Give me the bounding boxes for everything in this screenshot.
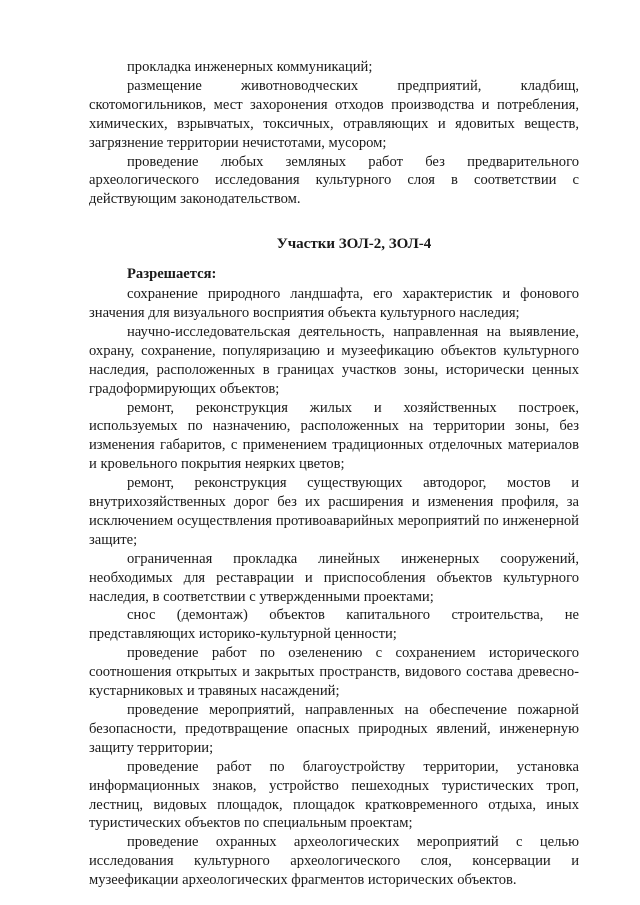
- allowed-paragraph: снос (демонтаж) объектов капитального строительства, не представляющих историко-культурной ценности;: [89, 607, 579, 643]
- intro-paragraph: прокладка инженерных коммуникаций;: [127, 59, 373, 75]
- allowed-paragraph: проведение работ по благоустройству территории, установка информационных знаков, устройство пешеходных туристических троп, лестниц, видовых площадок, площадок кратковременного отдыха, иных туристических объектов по специальным проектам;: [89, 758, 579, 832]
- allowed-paragraph: ограниченная прокладка линейных инженерных сооружений, необходимых для реставрации и приспособления объектов культурного наследия, в соответствии с утвержденными проектами;: [89, 550, 579, 605]
- intro-paragraph: размещение животноводческих предприятий, кладбищ, скотомогильников, мест захоронения отходов производства и потребления, химических, взрывчатых, токсичных, отравляющих и ядовитых веществ, загрязнение территории нечистотами, мусором;: [89, 77, 579, 151]
- section-title: Участки ЗОЛ-2, ЗОЛ-4: [276, 236, 432, 253]
- allowed-paragraph: проведение работ по озеленению с сохранением исторического соотношения открытых и закрытых пространств, видового состава древесно-кустарниковых и травяных насаждений;: [89, 645, 579, 700]
- allowed-paragraph: проведение мероприятий, направленных на обеспечение пожарной безопасности, предотвращение опасных природных явлений, инженерную защиту территории;: [89, 702, 579, 756]
- allowed-paragraph: ремонт, реконструкция жилых и хозяйственных построек, используемых по назначению, расположенных на территории зоны, без изменения габаритов, с применением традиционных отделочных материалов и кровельного покрытия неярких цветов;: [89, 399, 579, 473]
- intro-paragraph: проведение любых земляных работ без предварительного археологического исследования культурного слоя в соответствии с действующим законодательством.: [89, 153, 579, 208]
- allowed-paragraph: проведение охранных археологических мероприятий с целью исследования культурного археологического слоя, консервации и музеефикации археологических фрагментов исторических объектов.: [89, 834, 579, 889]
- subsection-title: Разрешается:: [127, 266, 217, 283]
- allowed-paragraph: научно-исследовательская деятельность, направленная на выявление, охрану, сохранение, популяризацию и музеефикацию объектов культурного наследия, расположенных в границах участков зоны, исторически ценных градоформирующих объектов;: [89, 323, 579, 397]
- allowed-paragraph: ремонт, реконструкция существующих автодорог, мостов и внутрихозяйственных дорог без их расширения и изменения профиля, за исключением осуществления противоаварийных мероприятий по инженерной защите;: [89, 475, 579, 548]
- document-page: [89, 58, 579, 890]
- allowed-paragraph: сохранение природного ландшафта, его характеристик и фонового значения для визуального восприятия объекта культурного наследия;: [89, 286, 579, 321]
